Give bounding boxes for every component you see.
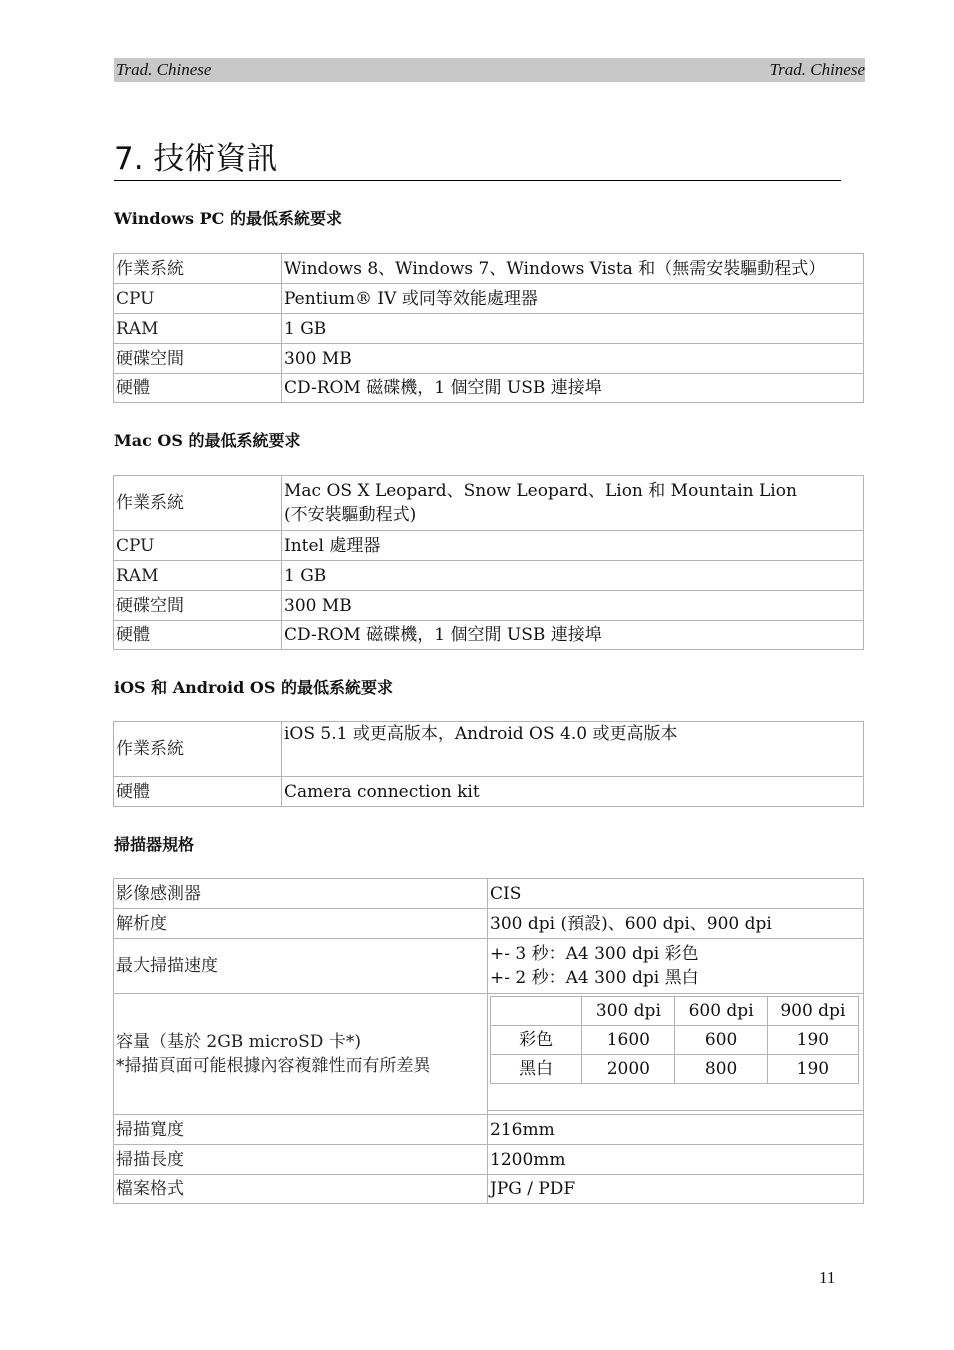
row-value: 216mm: [488, 1115, 864, 1145]
capacity-col-header: 600 dpi: [675, 997, 767, 1026]
page-header: [114, 58, 865, 82]
row-value: JPG / PDF: [488, 1175, 864, 1204]
capacity-col-header: 900 dpi: [767, 997, 858, 1026]
row-key: 硬碟空間: [114, 591, 282, 621]
row-value: 300 dpi (預設)、600 dpi、900 dpi: [488, 909, 864, 939]
scanner-spec-table: [113, 878, 864, 1204]
capacity-col-header: 300 dpi: [582, 997, 675, 1026]
row-key: 作業系統: [114, 476, 282, 531]
row-value: 1200mm: [488, 1145, 864, 1175]
capacity-row: [491, 1055, 859, 1084]
header-left-label: Trad. Chinese: [116, 60, 212, 79]
table-row: [114, 994, 864, 1115]
capacity-cell: [488, 994, 864, 1115]
page-title: 7. 技術資訊: [114, 138, 841, 181]
row-key: RAM: [114, 314, 282, 344]
row-value: Pentium® IV 或同等效能處理器: [282, 284, 864, 314]
capacity-value: 2000: [582, 1055, 675, 1084]
row-key: CPU: [114, 284, 282, 314]
mac-heading: Mac OS 的最低系統要求: [114, 431, 301, 450]
row-key: CPU: [114, 531, 282, 561]
mobile-requirements-table: [113, 721, 864, 807]
table-row: [114, 476, 864, 531]
row-key: [114, 994, 488, 1115]
row-key: 解析度: [114, 909, 488, 939]
table-row: [114, 531, 864, 561]
row-value: CD-ROM 磁碟機，1 個空閒 USB 連接埠: [282, 374, 864, 403]
capacity-value: 190: [767, 1055, 858, 1084]
row-value: 1 GB: [282, 561, 864, 591]
row-key: 影像感測器: [114, 879, 488, 909]
capacity-value: 1600: [582, 1026, 675, 1055]
windows-requirements-table: [113, 253, 864, 403]
row-key: 最大掃描速度: [114, 939, 488, 994]
table-row: [114, 909, 864, 939]
row-key: 硬體: [114, 777, 282, 807]
table-row: [114, 344, 864, 374]
table-row: [114, 939, 864, 994]
row-value: 300 MB: [282, 344, 864, 374]
row-key: 作業系統: [114, 722, 282, 777]
row-value: [282, 476, 864, 531]
table-row: [114, 284, 864, 314]
table-row: [114, 1145, 864, 1175]
row-value: iOS 5.1 或更高版本，Android OS 4.0 或更高版本: [282, 722, 864, 777]
capacity-table: [490, 996, 859, 1084]
capacity-label: 容量（基於 2GB microSD 卡*): [116, 1032, 361, 1052]
table-row: [114, 561, 864, 591]
row-value: CIS: [488, 879, 864, 909]
capacity-value: 600: [675, 1026, 767, 1055]
table-row: [114, 1175, 864, 1204]
row-value-line: +- 3 秒：A4 300 dpi 彩色: [490, 944, 699, 964]
mac-requirements-table: [113, 475, 864, 650]
table-row: [114, 591, 864, 621]
row-value-line: +- 2 秒：A4 300 dpi 黑白: [490, 968, 699, 988]
scanner-heading: 掃描器規格: [114, 835, 195, 854]
row-key: 硬體: [114, 621, 282, 650]
row-key: 硬體: [114, 374, 282, 403]
row-value: Windows 8、Windows 7、Windows Vista 和（無需安裝驅動程式）: [282, 254, 864, 284]
row-key: RAM: [114, 561, 282, 591]
row-key: 硬碟空間: [114, 344, 282, 374]
row-value: [488, 939, 864, 994]
row-value: 300 MB: [282, 591, 864, 621]
capacity-note: *掃描頁面可能根據內容複雜性而有所差異: [116, 1056, 431, 1076]
mobile-heading: iOS 和 Android OS 的最低系統要求: [114, 678, 393, 697]
table-row: [114, 621, 864, 650]
row-key: 掃描長度: [114, 1145, 488, 1175]
capacity-corner-cell: [491, 997, 582, 1026]
table-row: [114, 722, 864, 777]
row-value: 1 GB: [282, 314, 864, 344]
capacity-row-label: 黑白: [491, 1055, 582, 1084]
row-value: Camera connection kit: [282, 777, 864, 807]
table-row: [114, 254, 864, 284]
row-value-line: (不安裝驅動程式): [284, 505, 417, 525]
row-value: CD-ROM 磁碟機，1 個空閒 USB 連接埠: [282, 621, 864, 650]
table-row: [114, 879, 864, 909]
table-row: [114, 777, 864, 807]
windows-heading: Windows PC 的最低系統要求: [114, 209, 342, 228]
table-row: [114, 1115, 864, 1145]
row-value: Intel 處理器: [282, 531, 864, 561]
header-right-label: Trad. Chinese: [769, 60, 865, 79]
table-row: [114, 374, 864, 403]
capacity-header-row: [491, 997, 859, 1026]
capacity-divider: [488, 1110, 863, 1111]
table-row: [114, 314, 864, 344]
capacity-value: 800: [675, 1055, 767, 1084]
capacity-row: [491, 1026, 859, 1055]
capacity-row-label: 彩色: [491, 1026, 582, 1055]
row-key: 作業系統: [114, 254, 282, 284]
row-key: 掃描寬度: [114, 1115, 488, 1145]
row-value-line: Mac OS X Leopard、Snow Leopard、Lion 和 Mountain Lion: [284, 481, 797, 501]
row-key: 檔案格式: [114, 1175, 488, 1204]
capacity-value: 190: [767, 1026, 858, 1055]
page-number: 11: [819, 1268, 836, 1287]
